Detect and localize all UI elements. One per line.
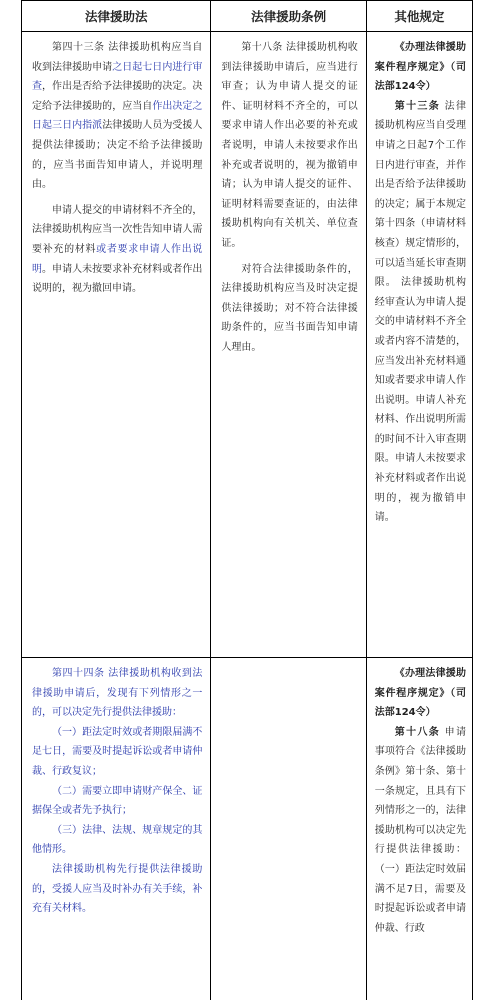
table-row (22, 658, 473, 1000)
table-row (22, 32, 473, 658)
procedure-rule-title: 《办理法律援助案件程序规定》（司法部124令） (374, 668, 466, 719)
highlight-assign-period: 作出决定之日起三日内指派 (32, 100, 203, 132)
table-header-row (22, 1, 473, 32)
article-43-para1: 第四十三条 法律援助机构应当自收到法律援助申请之日起七日内进行审查，作出是否给予法律援助的决定。决定给予法律援助的，应当自作出决定之日起三日内指派法律援助人员为受援人提供法律援助；决定不给予法律援助的，应当书面告知申请人，并说明理由。 (32, 42, 203, 191)
procedure-article-13: 第十三条 法律援助机构应当自受理申请之日起7个工作日内进行审查，并作出是否给予法律援助的决定；属于本规定第十四条（申请材料核查）规定情形的，可以适当延长审查期限。 法律援助机构经审查认为申请人提交的申请材料不齐全或者内容不清楚的，应当发出补充材料通知或者要求申请人作出说明。申请人补充材料、作出说明所需的时间不计入审查期限。申请人未按要求补充材料或者作出说明的，视为撤销申请。 (374, 100, 466, 524)
article-18-para2: 对符合法律援助条件的，法律援助机构应当及时决定提供法律援助；对不符合法律援助条件的，应当书面告知申请人理由。 (221, 263, 358, 353)
header-legal-aid-regulation: 法律援助条例 (211, 1, 366, 32)
row2-other-cell (366, 658, 472, 1000)
comparison-table (21, 0, 473, 1000)
article-44-item1: （一）距法定时效或者期限届满不足七日，需要及时提起诉讼或者申请仲裁、行政复议； (32, 726, 203, 777)
highlight-explanation: 或者要求申请人作出说明 (32, 243, 203, 275)
article-44-item3: （三）法律、法规、规章规定的其他情形。 (32, 824, 203, 856)
procedure-rule-title: 《办理法律援助案件程序规定》（司法部124令） (374, 42, 466, 93)
article-43-para2: 申请人提交的申请材料不齐全的，法律援助机构应当一次性告知申请人需要补充的材料或者要求申请人作出说明。申请人未按要求补充材料或者作出说明的，视为撤回申请。 (32, 204, 203, 295)
article-44-item2: （二）需要立即申请财产保全、证据保全或者先予执行； (32, 785, 203, 817)
row1-regulation-cell (211, 32, 366, 658)
header-other-rules: 其他规定 (366, 1, 472, 32)
article-18-para1: 第十八条 法律援助机构收到法律援助申请后，应当进行审查；认为申请人提交的证件、证明材料不齐全的，可以要求申请人作出必要的补充或者说明，申请人未按要求作出补充或者说明的，视为撤销申请；认为申请人提交的证件、证明材料需要查证的，由法律援助机构向有关机关、单位查证。 (221, 42, 358, 249)
row2-regulation-cell-empty (211, 658, 366, 1000)
highlight-review-period: 之日起七日内进行审查 (32, 61, 203, 93)
article-44-para1: 第四十四条 法律援助机构收到法律援助申请后，发现有下列情形之一的，可以决定先行提供法律援助： (32, 668, 203, 719)
row2-law-cell (22, 658, 211, 1000)
row1-law-cell (22, 32, 211, 658)
article-44-para2: 法律援助机构先行提供法律援助的，受援人应当及时补办有关手续，补充有关材料。 (32, 863, 203, 915)
procedure-article-18: 第十八条 申请事项符合《法律援助条例》第十条、第十一条规定，且具有下列情形之一的，法律援助机构可以决定先行提供法律援助：（一）距法定时效届满不足7日，需要及时提起诉讼或者申请仲裁、行政 (374, 726, 466, 934)
header-legal-aid-law: 法律援助法 (22, 1, 211, 32)
row1-other-cell (366, 32, 472, 658)
